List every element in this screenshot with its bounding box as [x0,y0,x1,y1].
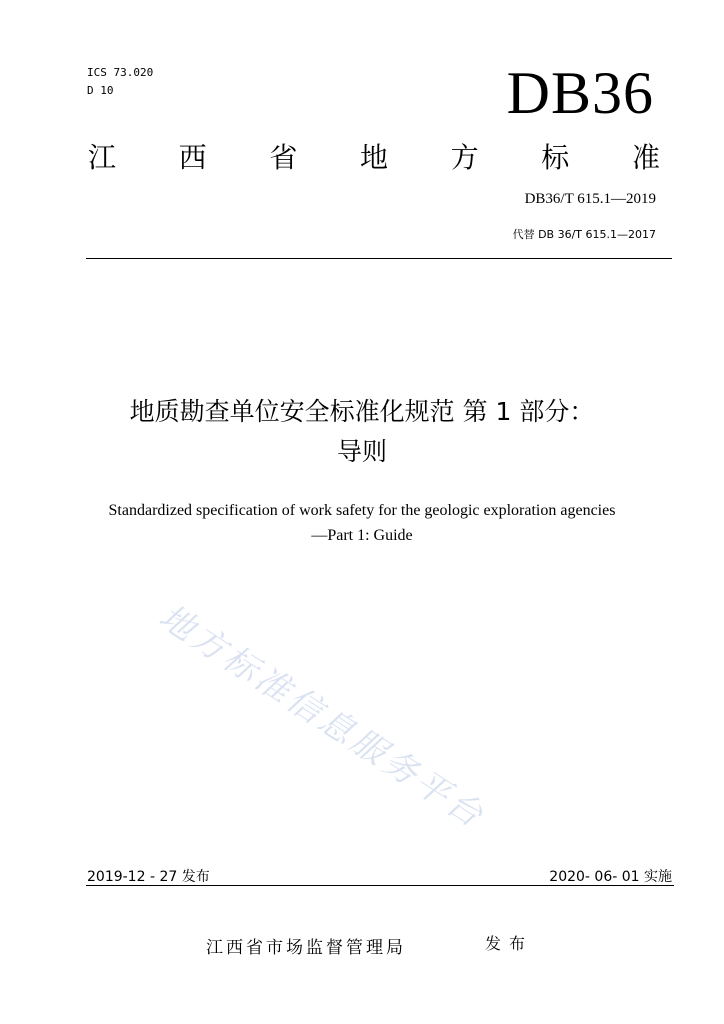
classification-codes [87,66,153,102]
title-cn-line-2: 导则 [336,437,387,466]
replaces-standard: 代替 DB 36/T 615.1—2017 [512,228,656,241]
title-char: 省 [269,141,298,174]
standard-category-title [88,138,660,178]
ics-code: ICS 73.020 [87,66,154,79]
title-char: 方 [450,141,479,174]
watermark-text: 地方标准信息服务平台 [151,596,493,838]
issuing-authority: 江西省市场监督管理局 [206,938,406,958]
title-cn-line-1: 地质勘查单位安全标准化规范 第 1 部分： [129,397,595,426]
standard-code-logo: DB36 [506,60,654,126]
document-title-english [0,498,724,548]
document-title-chinese [0,392,724,472]
issue-date: 2019-12 - 27 发布 [87,869,210,885]
standard-number: DB36/T 615.1—2019 [524,191,656,207]
title-char: 准 [631,141,660,174]
title-char: 标 [541,141,570,174]
footer-divider [86,885,674,886]
implementation-date: 2020- 06- 01 实施 [549,869,672,885]
issuing-verb: 发布 [485,934,534,953]
ccs-code: D 10 [87,84,114,97]
title-char: 江 [88,141,117,174]
title-char: 地 [359,141,388,174]
title-char: 西 [178,141,207,174]
header-divider [86,258,672,259]
title-en-line-2: —Part 1: Guide [311,527,413,544]
title-en-line-1: Standardized specification of work safety for the geologic exploration agencies [108,502,616,519]
